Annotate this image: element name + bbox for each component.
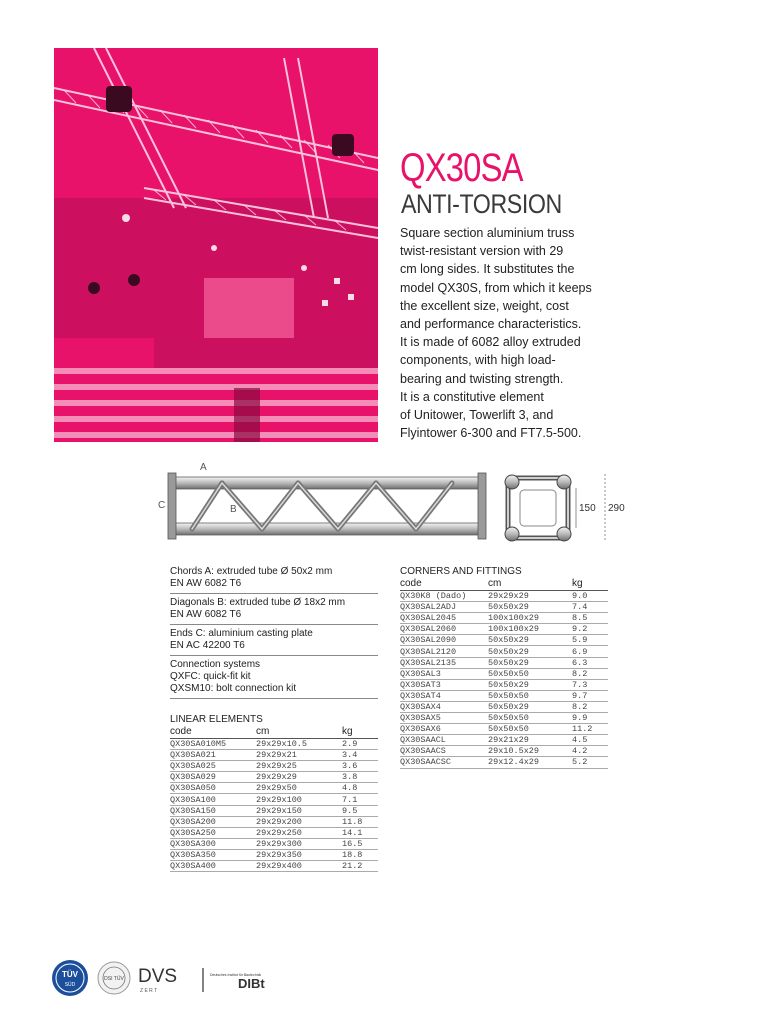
cell-cm: 100x100x29 — [488, 624, 572, 635]
cell-code: QX30SAL3 — [400, 668, 488, 679]
cell-kg: 8.2 — [572, 701, 608, 712]
table-row — [400, 635, 608, 646]
svg-text:Deutsches Institut für Bautech: Deutsches Institut für Bautechnik — [210, 973, 262, 977]
table-row — [400, 724, 608, 735]
tuv-logo — [52, 960, 88, 996]
cell-code: QX30SA029 — [170, 772, 256, 783]
table-row — [400, 713, 608, 724]
table-row — [400, 757, 608, 768]
table-row — [170, 816, 378, 827]
svg-text:TÜV: TÜV — [62, 970, 78, 979]
cell-code: QX30SAX6 — [400, 724, 488, 735]
table-row — [400, 613, 608, 624]
table-row — [400, 690, 608, 701]
cell-cm: 50x50x29 — [488, 602, 572, 613]
dibt-logo — [210, 973, 265, 991]
cell-cm: 50x50x29 — [488, 635, 572, 646]
cell-kg: 18.8 — [342, 849, 378, 860]
table-row — [170, 838, 378, 849]
cell-kg: 7.1 — [342, 794, 378, 805]
cell-cm: 29x29x200 — [256, 816, 342, 827]
table-row — [170, 739, 378, 750]
corners-fittings-title: CORNERS AND FITTINGS — [400, 566, 522, 577]
cell-code: QX30SAACS — [400, 746, 488, 757]
cell-kg: 4.5 — [572, 735, 608, 746]
table-row — [170, 750, 378, 761]
cell-kg: 3.4 — [342, 750, 378, 761]
cell-code: QX30SAX5 — [400, 713, 488, 724]
truss-diagram — [150, 460, 650, 550]
column-header-cm: cm — [256, 726, 342, 739]
cell-kg: 6.9 — [572, 646, 608, 657]
cell-kg: 6.3 — [572, 657, 608, 668]
table-row — [170, 772, 378, 783]
cell-code: QX30SA200 — [170, 816, 256, 827]
table-row — [400, 735, 608, 746]
material-specs — [170, 566, 378, 702]
cell-cm: 50x50x29 — [488, 679, 572, 690]
spec-line: EN AW 6082 T6 — [170, 578, 242, 589]
table-row — [170, 805, 378, 816]
label-b: B — [230, 504, 237, 515]
cell-kg: 7.3 — [572, 679, 608, 690]
connection-line: QXFC: quick-fit kit — [170, 671, 251, 682]
cell-cm: 50x50x29 — [488, 657, 572, 668]
spec-line: Ends C: aluminium casting plate — [170, 628, 313, 639]
dimension-290: 290 — [608, 503, 625, 514]
description-line: components, with high load- — [400, 353, 556, 368]
linear-elements-table — [170, 726, 378, 872]
corners-fittings-section — [400, 566, 608, 769]
cell-cm: 29x29x10.5 — [256, 739, 342, 750]
cell-cm: 29x29x300 — [256, 838, 342, 849]
cell-code: QX30SAL2090 — [400, 635, 488, 646]
product-subtitle: ANTI-TORSION — [401, 189, 562, 219]
description-line: and performance characteristics. — [400, 317, 582, 332]
cell-kg: 5.9 — [572, 635, 608, 646]
cell-kg: 4.8 — [342, 783, 378, 794]
dsi-logo — [98, 962, 130, 994]
linear-elements-title: LINEAR ELEMENTS — [170, 714, 263, 725]
cell-cm: 29x29x25 — [256, 761, 342, 772]
table-row — [400, 746, 608, 757]
cell-code: QX30SAACL — [400, 735, 488, 746]
cell-kg: 7.4 — [572, 602, 608, 613]
description-line: the excellent size, weight, cost — [400, 298, 569, 313]
label-a: A — [200, 462, 207, 473]
spec-line: Chords A: extruded tube Ø 50x2 mm — [170, 566, 333, 577]
cell-code: QX30SAL2ADJ — [400, 602, 488, 613]
spec-chords — [170, 566, 378, 594]
cell-cm: 29x21x29 — [488, 735, 572, 746]
cell-code: QX30K8 (Dado) — [400, 591, 488, 602]
connection-line: QXSM10: bolt connection kit — [170, 683, 297, 694]
svg-text:DIBt: DIBt — [238, 976, 265, 991]
cell-cm: 29x29x400 — [256, 861, 342, 872]
table-row — [170, 783, 378, 794]
cell-cm: 29x10.5x29 — [488, 746, 572, 757]
label-c: C — [158, 500, 166, 511]
certification-logos — [50, 956, 280, 1000]
svg-text:DSI TÜV: DSI TÜV — [104, 976, 124, 982]
cell-code: QX30SA025 — [170, 761, 256, 772]
table-row — [170, 861, 378, 872]
cell-code: QX30SA300 — [170, 838, 256, 849]
svg-text:Z E R T: Z E R T — [140, 988, 158, 994]
spec-diagonals — [170, 597, 378, 625]
table-row — [400, 657, 608, 668]
cell-cm: 50x50x29 — [488, 701, 572, 712]
cell-code: QX30SAACSC — [400, 757, 488, 768]
column-header-kg: kg — [342, 726, 378, 739]
description-line: model QX30S, from which it keeps — [400, 280, 592, 295]
description-line: It is made of 6082 alloy extruded — [400, 335, 581, 350]
cell-kg: 4.2 — [572, 746, 608, 757]
column-header-code: code — [400, 578, 488, 591]
cell-kg: 8.2 — [572, 668, 608, 679]
cell-cm: 50x50x50 — [488, 713, 572, 724]
spec-ends — [170, 628, 378, 656]
column-header-cm: cm — [488, 578, 572, 591]
description-line: of Unitower, Towerlift 3, and — [400, 408, 554, 423]
cell-code: QX30SA021 — [170, 750, 256, 761]
cell-cm: 29x29x150 — [256, 805, 342, 816]
description-line: twist-resistant version with 29 — [400, 244, 564, 259]
cell-kg: 3.8 — [342, 772, 378, 783]
spec-line: Diagonals B: extruded tube Ø 18x2 mm — [170, 597, 346, 608]
dimension-150: 150 — [579, 503, 596, 514]
table-row — [400, 646, 608, 657]
table-row — [400, 668, 608, 679]
cell-cm: 29x29x21 — [256, 750, 342, 761]
table-row — [170, 794, 378, 805]
table-row — [170, 761, 378, 772]
spec-connection — [170, 659, 378, 699]
cell-code: QX30SA100 — [170, 794, 256, 805]
cell-kg: 5.2 — [572, 757, 608, 768]
svg-text:SÜD: SÜD — [64, 982, 76, 988]
cell-code: QX30SA350 — [170, 849, 256, 860]
dvs-logo — [138, 966, 177, 994]
cell-code: QX30SA400 — [170, 861, 256, 872]
cell-cm: 29x29x29 — [256, 772, 342, 783]
svg-text:DVS: DVS — [138, 966, 178, 987]
cell-kg: 14.1 — [342, 827, 378, 838]
cell-kg: 9.5 — [342, 805, 378, 816]
spec-line: EN AC 42200 T6 — [170, 640, 245, 651]
cell-cm: 29x12.4x29 — [488, 757, 572, 768]
cell-kg: 11.8 — [342, 816, 378, 827]
cell-cm: 50x50x50 — [488, 724, 572, 735]
description-line: It is a constitutive element — [400, 389, 544, 404]
cell-code: QX30SA050 — [170, 783, 256, 794]
cell-kg: 11.2 — [572, 724, 608, 735]
truss-drawing — [150, 460, 650, 550]
description-line: cm long sides. It substitutes the — [400, 262, 575, 277]
cell-cm: 50x50x50 — [488, 668, 572, 679]
description-line: Flyintower 6-300 and FT7.5-500. — [400, 426, 582, 441]
spec-line: EN AW 6082 T6 — [170, 609, 242, 620]
product-photo — [54, 48, 378, 442]
cell-code: QX30SAL2135 — [400, 657, 488, 668]
cell-code: QX30SAL2060 — [400, 624, 488, 635]
table-row — [170, 827, 378, 838]
cell-kg: 9.2 — [572, 624, 608, 635]
description-line: bearing and twisting strength. — [400, 371, 564, 386]
corners-fittings-table — [400, 578, 608, 769]
cell-cm: 29x29x350 — [256, 849, 342, 860]
table-row — [400, 602, 608, 613]
product-title: QX30SA — [400, 146, 523, 190]
cell-kg: 2.9 — [342, 739, 378, 750]
table-row — [170, 849, 378, 860]
description-line: Square section aluminium truss — [400, 226, 575, 240]
cell-kg: 9.7 — [572, 690, 608, 701]
cell-cm: 29x29x29 — [488, 591, 572, 602]
cell-code: QX30SAL2045 — [400, 613, 488, 624]
truss-side-view — [168, 473, 486, 539]
cell-cm: 29x29x50 — [256, 783, 342, 794]
linear-elements-section — [170, 714, 378, 872]
table-row — [400, 591, 608, 602]
cell-code: QX30SAT4 — [400, 690, 488, 701]
cell-kg: 8.5 — [572, 613, 608, 624]
cell-code: QX30SAL2120 — [400, 646, 488, 657]
product-description — [400, 224, 600, 442]
cell-code: QX30SA250 — [170, 827, 256, 838]
cell-kg: 3.6 — [342, 761, 378, 772]
column-header-code: code — [170, 726, 256, 739]
event-hall-image — [54, 48, 378, 442]
cell-kg: 9.9 — [572, 713, 608, 724]
cell-code: QX30SAT3 — [400, 679, 488, 690]
table-row — [400, 701, 608, 712]
table-row — [400, 679, 608, 690]
cell-code: QX30SA150 — [170, 805, 256, 816]
cell-code: QX30SAX4 — [400, 701, 488, 712]
cell-cm: 50x50x50 — [488, 690, 572, 701]
column-header-kg: kg — [572, 578, 608, 591]
cell-cm: 29x29x100 — [256, 794, 342, 805]
cell-cm: 50x50x29 — [488, 646, 572, 657]
cell-cm: 100x100x29 — [488, 613, 572, 624]
certification-logos-graphic — [50, 956, 280, 1000]
cell-kg: 16.5 — [342, 838, 378, 849]
truss-end-view — [505, 475, 571, 541]
cell-cm: 29x29x250 — [256, 827, 342, 838]
cell-kg: 21.2 — [342, 861, 378, 872]
table-row — [400, 624, 608, 635]
cell-kg: 9.0 — [572, 591, 608, 602]
connection-title: Connection systems — [170, 659, 261, 670]
cell-code: QX30SA010M5 — [170, 739, 256, 750]
